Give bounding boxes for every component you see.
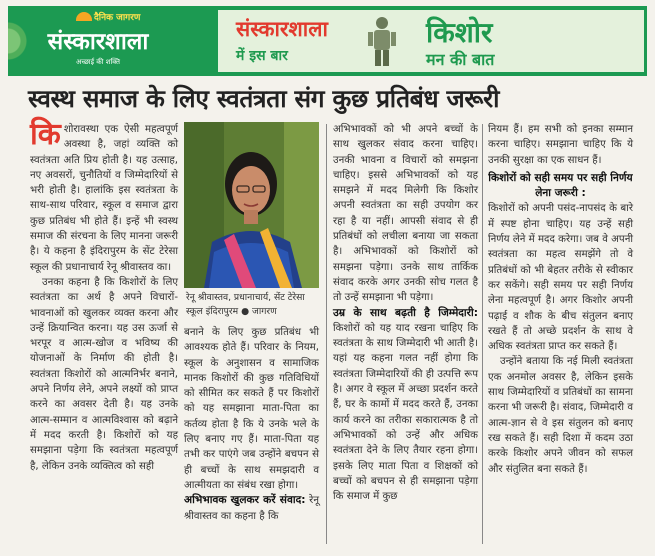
column-3 [333, 122, 478, 504]
principal-photo [184, 122, 319, 288]
sun-icon [76, 12, 92, 21]
subheading: उम्र के साथ बढ़ती है जिम्मेदारी: [333, 306, 478, 319]
paragraph: उनका कहना है कि किशोरों के लिए स्वतंत्रता का अर्थ है अपने विचारों-भावनाओं को खुलकर व्यक्त करना और उन्हें क्रियान्वित करना। यह उस ऊर्जा से भरपूर व आत्म-खोज व भविष्य की योजनाओं के निर्माण की होती है। स्वतंत्रता किशोरों को आत्मनिर्भर बनाने, अपने निर्णय लेने, अपने लक्ष्यों को प्राप्त करने का अवसर देती है। यह उनके आत्म-सम्मान व आत्मविश्वास को बढ़ाने में मदद करती है। किशोरों को यह समझाना पड़ेगा कि स्वतंत्रता महत्वपूर्ण है, लेकिन उनके व्यक्तित्व को सही [30, 276, 178, 472]
banner-panel [218, 10, 644, 72]
section-banner [8, 6, 647, 76]
paragraph: बनाने के लिए कुछ प्रतिबंध भी आवश्यक होते हैं। परिवार के नियम, स्कूल के अनुशासन व सामाजिक मानक किशोरों की कुछ गतिविधियों को सीमित कर सकते हैं पर किशोरों को यह समझाना माता-पिता का कर्तव्य होता है कि ये उनके भले के लिए बनाए गए हैं। माता-पिता यह तभी कर पाएंगे जब उन्होंने बचपन से ही बच्चों के साथ समझदारी व आत्मीयता का संबंध रखा होगा। [184, 327, 319, 491]
portrait-illustration [184, 122, 319, 288]
panel-title: संस्कारशाला [236, 17, 328, 41]
logo-title: संस्कारशाला [47, 28, 149, 55]
panel-subtitle: में इस बार [236, 48, 288, 64]
panel-right-subtitle: मन की बात [426, 50, 495, 69]
subheading: अभिभावक खुलकर करें संवाद: [184, 494, 306, 507]
photo-caption: रेनू श्रीवास्तव, प्रधानाचार्य, सेंट टेरेसा स्कूल इंदिरापुरम ● जागरण [186, 292, 305, 317]
paragraph: शोरावस्था एक ऐसी महत्वपूर्ण अवस्था है, जहां व्यक्ति को स्वतंत्रता अति प्रिय होती है। यह उत्साह, नए अवसरों, चुनौतियों व जिम्मेदारियों से भरी होती है। हालांकि इस स्वतंत्रता के साथ-साथ परिवार, स्कूल व समाज द्वारा कुछ प्रतिबंध भी होते हैं। इन्हें भी स्वस्थ समाज की संरचना के लिए मानना जरूरी है। ये कहना है इंदिरापुरम के सेंट टेरेसा स्कूल की प्रधानाचार्य रेनू श्रीवास्तव का। [30, 124, 178, 273]
column-4 [488, 122, 633, 477]
column-divider [482, 124, 483, 544]
leaf-decoration [8, 6, 32, 76]
paragraph: उन्होंने बताया कि नई मिली स्वतंत्रता एक अनमोल अवसर है, लेकिन इसके साथ जिम्मेदारियों व प्रतिबंधों का सामना करना भी जरूरी है। संवाद, जिम्मेदारी व आत्म-ज्ञान से वे इस संतुलन को बनाए रख सकते हैं। सही दिशा में कदम उठा करके किशोर अपने जीवन को सफल और संतुलित बना सकते हैं। [488, 356, 633, 475]
panel-right-title: किशोर [426, 16, 493, 49]
sanskarshala-logo [38, 10, 158, 72]
paragraph: किशोरों को यह याद रखना चाहिए कि स्वतंत्रता के साथ जिम्मेदारी भी आती है। यहां यह कहना गलत नहीं होगा कि स्वतंत्रता जिम्मेदारियों की ही उत्पत्ति रूप है। अगर वे स्कूल में अच्छा प्रदर्शन करते हैं, घर के कामों में मदद करते हैं, उनका कार्य करने का तरीका सकारात्मक है तो अभिभावकों को उन्हें और अधिक स्वतंत्रता देने के लिए तैयार रहना होगा। इसके लिए माता पिता व शिक्षकों को बच्चों को बचपन से ही समझाना पड़ेगा कि समाज में कुछ [333, 322, 478, 503]
subheading: किशोरों को सही समय पर सही निर्णय लेना जरूरी : [488, 171, 633, 200]
paragraph: नियम हैं। हम सभी को इनका सम्मान करना चाहिए। समझाना चाहिए कि ये उनकी सुरक्षा का एक साधन हैं। [488, 124, 633, 166]
logo-tagline: अच्छाई की शक्ति [75, 58, 121, 66]
paragraph: अभिभावकों को भी अपने बच्चों के साथ खुलकर संवाद करना चाहिए। उनकी भावना व विचारों को समझना चाहिए। इससे अभिभावकों को यह समझने में मदद मिलेगी कि किशोर अपनी स्वतंत्रता का सही उपयोग कर रहा है या नहीं। आपसी संवाद से ही प्रतिबंधों को लचीला बनाया जा सकता है। अभिभावकों को किशोरों को समझना पड़ेगा। उनके साथ तार्किक संवाद करके अगर उनकी सोच गलत है तो उन्हें समझाना भी पड़ेगा। [333, 124, 478, 304]
column-1 [30, 117, 178, 474]
column-divider [326, 124, 327, 544]
student-figure-icon [363, 14, 401, 68]
paragraph: रेनू श्रीवास्तव का कहना है कि [184, 495, 319, 522]
paragraph: किशोरों को अपनी पसंद-नापसंद के बारे में स्पष्ट होना चाहिए। यह उन्हें सही निर्णय लेने में मदद करेगा। जब वे अपनी स्वतंत्रता का महत्व समझेंगे तो वे प्रतिबंधों को भी बेहतर तरीके से स्वीकार कर सकेंगे। सही समय पर सही निर्णय लेना महत्वपूर्ण है। अगर किशोर अपनी पढ़ाई व शौक के बीच संतुलन बनाए रखते हैं तो अच्छे प्रदर्शन के साथ वे अधिक स्वतंत्रता प्राप्त कर सकते हैं। [488, 203, 633, 353]
logo-publisher: दैनिक जागरण [94, 13, 141, 23]
headline: स्वस्थ समाज के लिए स्वतंत्रता संग कुछ प्रतिबंध जरूरी [28, 84, 500, 113]
dropcap: कि [30, 117, 61, 152]
column-2 [184, 325, 319, 524]
